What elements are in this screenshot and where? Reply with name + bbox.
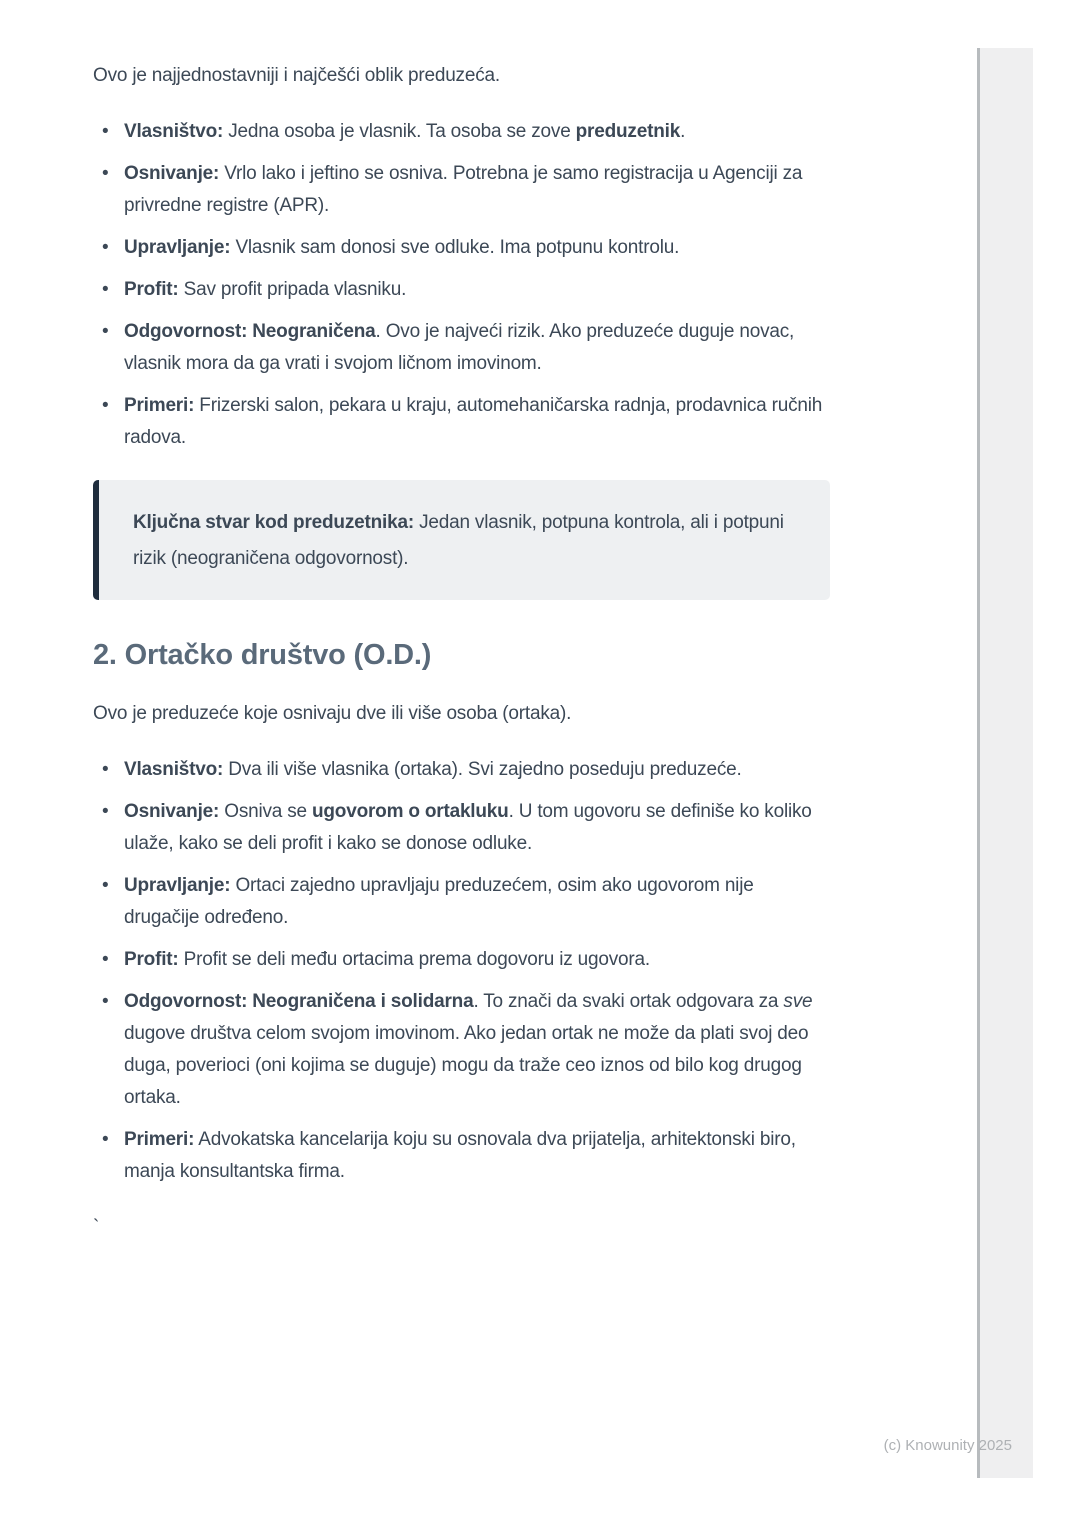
list-item <box>93 870 830 934</box>
text-segment: preduzetnik <box>575 121 681 142</box>
list-item <box>93 232 830 264</box>
section1-bullet-list <box>93 116 830 454</box>
text-segment: Upravljanje: <box>124 237 231 258</box>
list-item <box>93 158 830 222</box>
next-page-edge <box>977 48 1033 1478</box>
text-segment: Dva ili više vlasnika (ortaka). Svi zajedno poseduju preduzeće. <box>223 759 742 780</box>
text-segment: Ključna stvar kod preduzetnika: <box>133 512 414 533</box>
text-segment: Jedan vlasnik, potpuna kontrola, ali i potpuni rizik (neograničena odgovornost). <box>133 512 784 569</box>
callout-text <box>133 505 800 577</box>
text-segment: Osnivanje: <box>124 801 220 822</box>
text-segment: . <box>680 121 686 142</box>
watermark: (c) Knowunity 2025 <box>883 1437 1012 1454</box>
text-segment: Frizerski salon, pekara u kraju, automehaničarska radnja, prodavnica ručnih radova. <box>124 395 823 448</box>
text-segment: . To znači da svaki ortak odgovara za <box>473 991 784 1012</box>
text-segment: Profit se deli među ortacima prema dogovoru iz ugovora. <box>178 949 650 970</box>
list-item <box>93 274 830 306</box>
list-item <box>93 754 830 786</box>
list-item <box>93 796 830 860</box>
list-item <box>93 390 830 454</box>
text-segment: Osnivanje: <box>124 163 220 184</box>
text-segment: Profit: <box>124 279 179 300</box>
text-segment: . U tom ugovoru se definiše ko koliko ulaže, kako se deli profit i kako se donose odluke. <box>124 801 812 854</box>
stray-backtick: ` <box>93 1217 100 1238</box>
document-page <box>93 60 830 1244</box>
text-segment: Odgovornost: Neograničena <box>124 321 376 342</box>
list-item <box>93 1124 830 1188</box>
text-segment: . Ovo je najveći rizik. Ako preduzeće duguje novac, vlasnik mora da ga vrati i svojom ličnom imovinom. <box>124 321 795 374</box>
text-segment: Upravljanje: <box>124 875 231 896</box>
section1-intro: Ovo je najjednostavniji i najčešći oblik preduzeća. <box>93 65 500 86</box>
callout-box <box>93 480 830 600</box>
list-item <box>93 116 830 148</box>
text-segment: Primeri: <box>124 1129 195 1150</box>
text-segment: Jedna osoba je vlasnik. Ta osoba se zove <box>223 121 576 142</box>
text-segment: Vlasnik sam donosi sve odluke. Ima potpunu kontrolu. <box>230 237 680 258</box>
list-item <box>93 316 830 380</box>
text-segment: sve <box>783 991 813 1012</box>
text-segment: dugove društva celom svojom imovinom. Ako jedan ortak ne može da plati svoj deo duga, poverioci (oni kojima se duguje) mogu da traže ceo iznos od bilo kog drugog ortaka. <box>124 1023 809 1108</box>
section2-bullet-list <box>93 754 830 1188</box>
text-segment: Sav profit pripada vlasniku. <box>178 279 407 300</box>
text-segment: Profit: <box>124 949 179 970</box>
text-segment: Vlasništvo: <box>124 759 224 780</box>
section2-intro: Ovo je preduzeće koje osnivaju dve ili više osoba (ortaka). <box>93 703 572 724</box>
text-segment: Vrlo lako i jeftino se osniva. Potrebna je samo registracija u Agenciji za privredne registre (APR). <box>124 163 803 216</box>
text-segment: Ortaci zajedno upravljaju preduzećem, osim ako ugovorom nije drugačije određeno. <box>124 875 754 928</box>
list-item <box>93 944 830 976</box>
text-segment: ugovorom o ortakluku <box>312 801 509 822</box>
section2-heading: 2. Ortačko društvo (O.D.) <box>93 639 432 671</box>
text-segment: Primeri: <box>124 395 195 416</box>
text-segment: Advokatska kancelarija koju su osnovala dva prijatelja, arhitektonski biro, manja konsultantska firma. <box>124 1129 796 1182</box>
text-segment: Osniva se <box>219 801 312 822</box>
list-item <box>93 986 830 1114</box>
text-segment: Odgovornost: Neograničena i solidarna <box>124 991 474 1012</box>
text-segment: Vlasništvo: <box>124 121 224 142</box>
